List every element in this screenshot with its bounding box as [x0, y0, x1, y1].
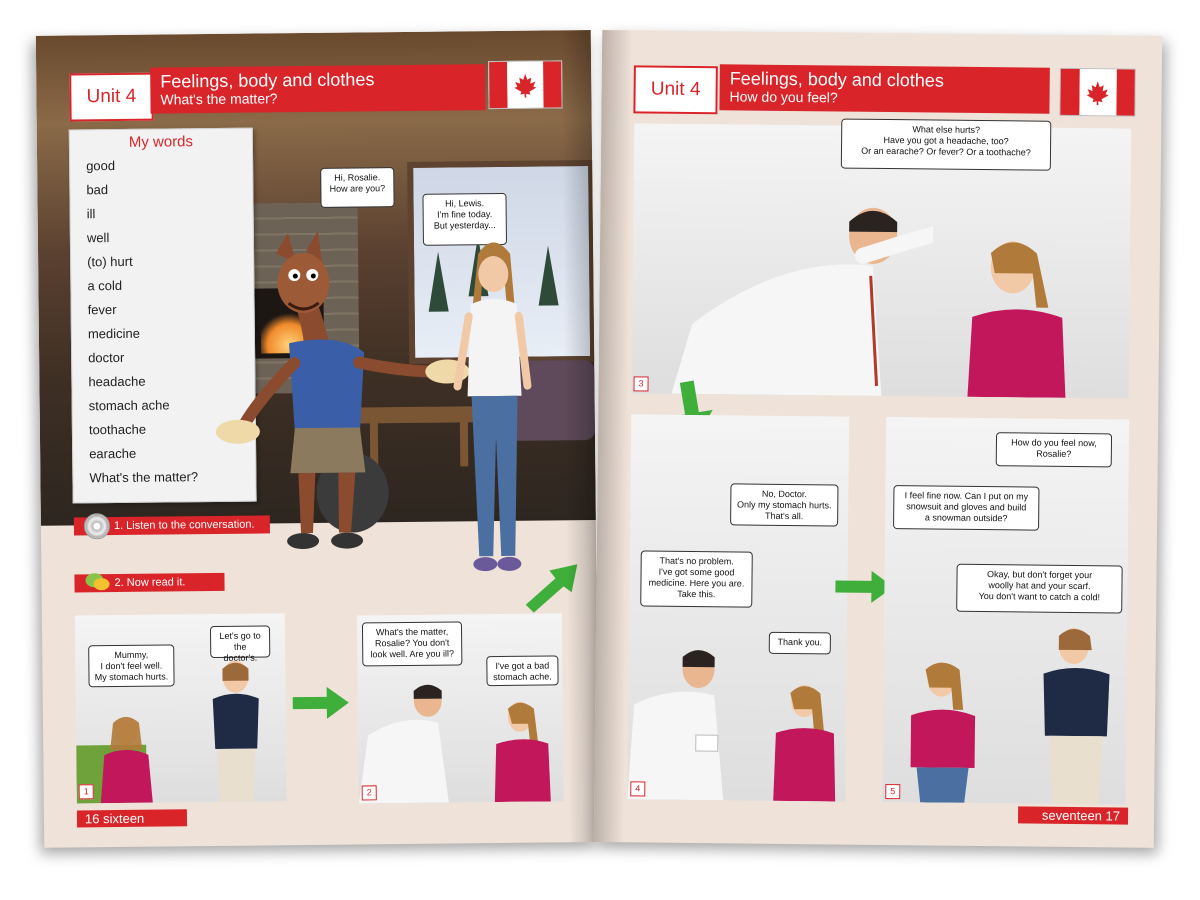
page-number: seventeen 17	[1018, 806, 1128, 824]
unit-label-text: Unit 4	[86, 85, 137, 108]
rosalie-photo	[767, 681, 843, 802]
mother-photo	[200, 658, 271, 802]
unit-label	[69, 73, 153, 122]
word-item: stomach ache	[88, 397, 170, 414]
my-words-heading: My words	[128, 133, 194, 151]
word-item: good	[86, 158, 116, 174]
panel-number: 2	[362, 785, 377, 800]
speech-bubble: I feel fine now. Can I put on my snowsuit and gloves and build a snowman outside?	[893, 485, 1039, 531]
gutter-shadow	[561, 30, 600, 842]
doctor-photo	[671, 184, 933, 397]
speech-bubble: I've got a bad stomach ache.	[486, 655, 558, 686]
word-item: headache	[88, 373, 146, 390]
speech-bubble: That's no problem. I've got some good medicine. Here you are. Take this.	[640, 550, 753, 607]
read-instruction-text: 2. Now read it.	[114, 576, 186, 590]
canada-flag-icon	[1059, 68, 1135, 117]
page-number: 16 sixteen	[77, 809, 187, 827]
mother-photo	[1032, 624, 1119, 805]
word-item: earache	[89, 445, 137, 462]
speech-bubble: Let's go to the doctor's.	[210, 625, 270, 658]
comic-panel-4	[627, 414, 849, 801]
cd-icon[interactable]	[84, 513, 110, 539]
doctor-photo	[357, 674, 458, 803]
word-item: bad	[86, 182, 109, 198]
green-arrow-icon	[291, 683, 351, 724]
page-subtitle: What's the matter?	[160, 90, 278, 108]
word-item: toothache	[88, 421, 147, 438]
speech-bubble: Hi, Rosalie. How are you?	[320, 167, 394, 208]
rosalie-photo	[488, 698, 559, 802]
word-item: a cold	[87, 277, 123, 294]
snowy-tree	[538, 245, 559, 305]
unit-label-text: Unit 4	[650, 78, 701, 101]
gutter-shadow	[594, 30, 633, 842]
word-item: well	[86, 230, 110, 246]
page-title: Feelings, body and clothes	[729, 68, 944, 91]
rosalie-photo	[96, 715, 157, 804]
panel-number: 4	[630, 781, 645, 796]
word-item: (to) hurt	[87, 253, 133, 270]
left-page	[36, 30, 599, 848]
word-item: doctor	[88, 349, 125, 366]
speech-bubble: No, Doctor. Only my stomach hurts. That's all.	[730, 483, 838, 526]
rosalie-photo	[902, 657, 984, 803]
panel-number: 1	[79, 784, 94, 799]
panel-number: 5	[885, 784, 900, 799]
rosalie-photo	[448, 236, 542, 582]
word-item: What's the matter?	[89, 469, 199, 486]
speech-bubbles-icon	[84, 571, 110, 593]
page-title-bar	[719, 64, 1049, 113]
panel-number: 3	[633, 376, 648, 391]
speech-bubble: Mummy, I don't feel well. My stomach hurts.	[88, 644, 174, 687]
canada-flag-icon	[488, 60, 562, 109]
lewis-cartoon-character	[188, 221, 472, 564]
speech-bubble: Thank you.	[769, 632, 831, 655]
rosalie-photo	[961, 227, 1073, 398]
speech-bubble: Hi, Lewis. I'm fine today. But yesterday...	[422, 193, 507, 246]
word-item: medicine	[87, 325, 141, 342]
doctor-photo	[627, 644, 739, 800]
speech-bubble: What else hurts? Have you got a headache, too? Or an earache? Or fever? Or a toothache?	[841, 119, 1052, 171]
listen-instruction-text: 1. Listen to the conversation.	[113, 518, 255, 533]
page-title: Feelings, body and clothes	[160, 69, 375, 92]
word-item: ill	[86, 206, 96, 222]
page-title-bar	[150, 64, 485, 114]
right-page	[594, 30, 1162, 848]
unit-label	[633, 65, 717, 114]
word-item: fever	[87, 302, 117, 318]
speech-bubble: How do you feel now, Rosalie?	[996, 432, 1112, 467]
speech-bubble: Okay, but don't forget your woolly hat and your scarf. You don't want to catch a cold!	[956, 564, 1122, 614]
speech-bubble: What's the matter, Rosalie? You don't look well. Are you ill?	[362, 621, 462, 666]
page-subtitle: How do you feel?	[729, 88, 838, 106]
